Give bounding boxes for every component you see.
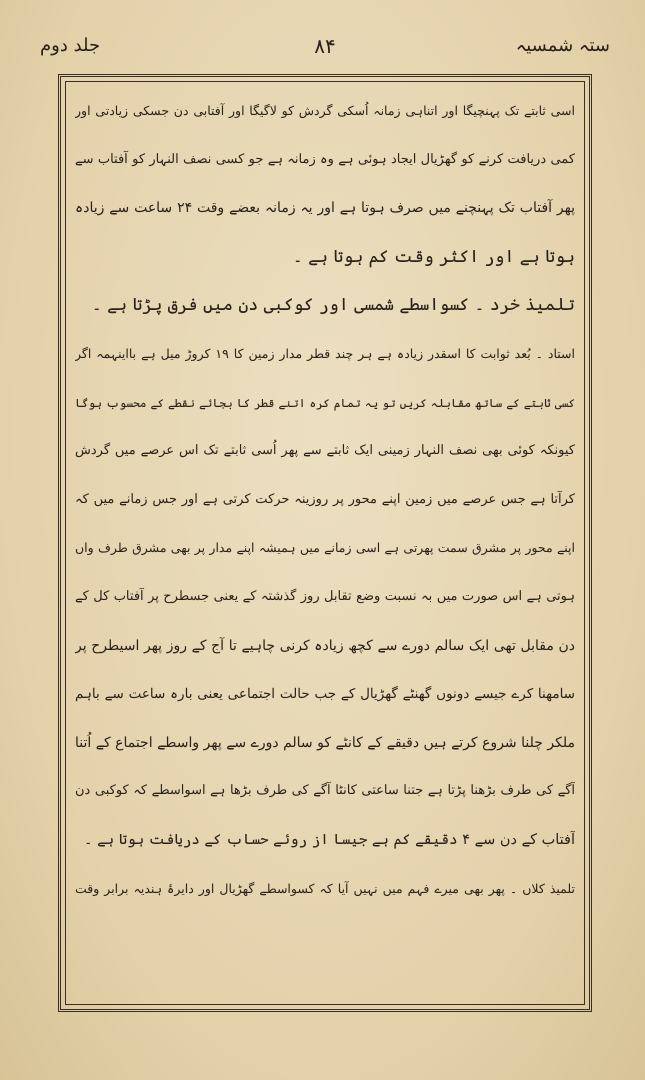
- text-line: اپنے محور پر مشرق سمت پھرتی ہے اسی زمانے میں ہمیشہ اپنے مدار پر بھی مشرق طرف واں: [75, 540, 575, 556]
- text-line: دن مقابل تھی ایک سالم دورے سے کچھ زیادہ کرنی چاہیے تا آج کے روز پھر اسیطرح پر: [75, 637, 575, 654]
- text-line: سامھنا کرے جیسے دونوں گھنٹے گھڑیال کے جب حالت اجتماعی یعنی بارہ ساعت سے باہم: [75, 686, 575, 703]
- text-line: کمی دریافت کرنے کو گھڑیال ایجاد ہوئی ہے وہ زمانہ ہے جو کسی نصف النہار کو آفتاب سے: [75, 151, 575, 167]
- book-title: ستہ شمسیہ: [515, 35, 610, 56]
- text-line: کرآتا ہے جس عرصے میں زمین اپنے محور پر روزینہ حرکت کرتی ہے اور جس زمانے میں کہ: [75, 491, 575, 507]
- volume-label: جلد دوم: [40, 35, 101, 56]
- text-body: [75, 87, 575, 999]
- text-line: آفتاب کے دن سے ۴ دقیقے کم ہے جیسا از روئے حساب کے دریافت ہوتا ہے ۔: [84, 831, 575, 848]
- page-header: [40, 34, 610, 62]
- text-line: آگے کی طرف بڑھنا پڑتا ہے جتنا ساعتی کانٹا آگے کی طرف بڑھا ہے اسواسطے کہ کوکبی دن: [75, 783, 575, 799]
- text-line: پھر آفتاب تک پہنچنے میں صرف ہوتا ہے اور یہ زمانہ بعضے وقت ۲۴ ساعت سے زیادہ: [75, 200, 575, 217]
- text-line: استاد ۔ بُعد ثوابت کا اسقدر زیادہ ہے ہر چند قطر مدار زمین کا ۱۹ کروڑ میل ہے بااینہمہ اگر: [75, 345, 575, 361]
- text-line: ہوتا ہے اور اکثر وقت کم ہوتا ہے ۔: [292, 246, 575, 267]
- text-line: تلمیذ کلاں ۔ پھر بھی میرے فہم میں نہیں آیا کہ کسواسطے گھڑیال اور دایرۂ ہندیہ برابر وقت: [75, 880, 575, 896]
- text-line: کسی ثابتے کے ساتھ مقابلہ کریں تو یہ تمام کرہ اتنے قطر کا بجائے نقطے کے محسوب ہوگا: [75, 395, 575, 410]
- text-line: تلمیذ خرد ۔ کسواسطے شمسی اور کوکبی دن میں فرق پڑتا ہے ۔: [91, 295, 575, 316]
- text-frame: [58, 74, 592, 1012]
- text-line: کیونکہ کوئی بھی نصف النہار زمینی ایک ثابتے سے پھر اُسی ثابتے تک اس عرصے میں گردش: [75, 443, 575, 459]
- text-line: اسی ثابتے تک پہنچیگا اور اتناہی زمانہ اُسکی گردش کو لاگیگا اور آفتابی دن جسکی زیادتی اور: [75, 103, 575, 118]
- page-number: ۸۴: [314, 34, 336, 58]
- text-line: ہوتی ہے اس صورت میں بہ نسبت وضع تقابل روز گذشتہ کے یعنی جسطرح پر آفتاب کل کے: [75, 588, 575, 604]
- text-line: ملکر چلنا شروع کرتے ہیں دقیقے کے کانٹے کو سالم دورے سے پھر واسطے اجتماع کے اُتنا: [75, 734, 575, 751]
